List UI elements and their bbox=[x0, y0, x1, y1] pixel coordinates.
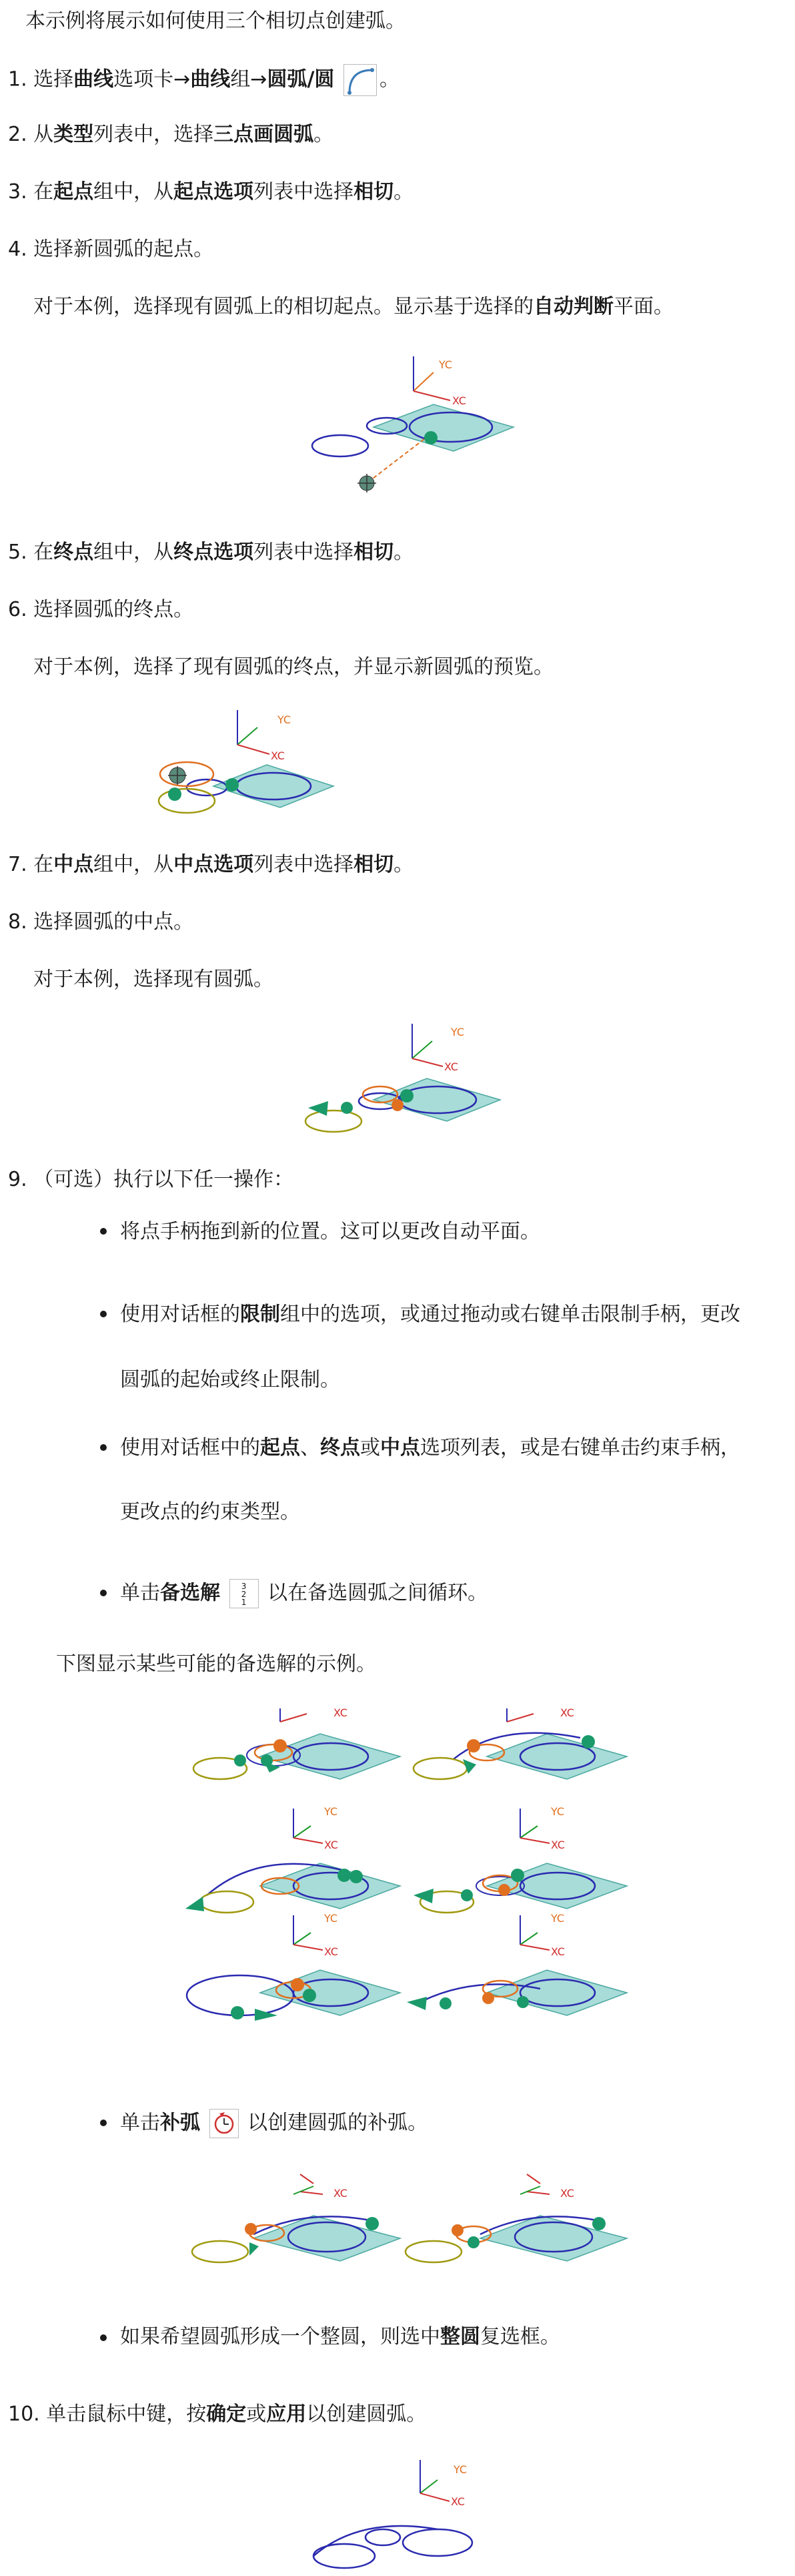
xc-label: XC bbox=[560, 2187, 574, 2200]
alt-note: 下图显示某些可能的备选解的示例。 bbox=[56, 1652, 376, 1676]
figure-final-arc bbox=[307, 2449, 494, 2569]
bullet-dot bbox=[100, 1590, 107, 1596]
step-9: 9. （可选）执行以下任一操作： bbox=[8, 1168, 294, 1191]
xc-label: XC bbox=[560, 1706, 574, 1719]
bullet-full-circle: 如果希望圆弧形成一个整圆，则选中整圆复选框。 bbox=[120, 2325, 560, 2348]
xc-label: XC bbox=[333, 1706, 347, 1719]
bullet-complement: 单击补弧 以创建圆弧的补弧。 bbox=[120, 2109, 428, 2138]
xc-label: XC bbox=[551, 1839, 565, 1851]
step-2: 2. 从类型列表中，选择三点画圆弧。 bbox=[8, 123, 334, 146]
xc-label: XC bbox=[271, 749, 285, 762]
step-4: 4. 选择新圆弧的起点。 bbox=[8, 238, 214, 261]
step-8: 8. 选择圆弧的中点。 bbox=[8, 910, 194, 934]
xc-label: XC bbox=[444, 1060, 458, 1073]
figure-complement bbox=[180, 2168, 634, 2281]
bullet-drag-handle: 将点手柄拖到新的位置。这可以更改自动平面。 bbox=[120, 1220, 540, 1243]
yc-label: YC bbox=[551, 1912, 565, 1925]
alternate-solution-icon[interactable]: 3 2 1 bbox=[229, 1579, 259, 1608]
step-10: 10. 单击鼠标中键，按确定或应用以创建圆弧。 bbox=[8, 2402, 427, 2426]
xc-label: XC bbox=[333, 2187, 347, 2200]
xc-label: XC bbox=[551, 1945, 565, 1958]
complement-arc-icon[interactable] bbox=[209, 2109, 239, 2138]
step-6: 6. 选择圆弧的终点。 bbox=[8, 598, 194, 621]
yc-label: YC bbox=[439, 358, 453, 371]
intro-text: 本示例将展示如何使用三个相切点创建弧。 bbox=[25, 9, 406, 33]
step-3: 3. 在起点组中，从起点选项列表中选择相切。 bbox=[8, 180, 414, 204]
yc-label: YC bbox=[324, 1912, 338, 1925]
bullet-dot bbox=[100, 1444, 107, 1451]
bullet-limits: 使用对话框的限制组中的选项，或通过拖动或右键单击限制手柄，更改 bbox=[120, 1303, 740, 1326]
bullet-constraints-cont: 更改点的约束类型。 bbox=[120, 1500, 300, 1524]
yc-label: YC bbox=[277, 713, 291, 726]
arc-circle-icon bbox=[343, 64, 377, 96]
yc-label: YC bbox=[451, 1026, 465, 1038]
bullet-dot bbox=[100, 2334, 107, 2341]
step-1: 1. 选择曲线选项卡→曲线组→圆弧/圆 。 bbox=[8, 64, 400, 96]
step-4-note: 对于本例，选择现有圆弧上的相切起点。显示基于选择的自动判断平面。 bbox=[33, 295, 674, 318]
figure-end-point bbox=[120, 701, 454, 828]
yc-label: YC bbox=[454, 2463, 468, 2476]
xc-label: XC bbox=[452, 394, 466, 407]
bullet-limits-cont: 圆弧的起始或终止限制。 bbox=[120, 1368, 340, 1391]
bullet-dot bbox=[100, 1228, 107, 1235]
figure-alternate-solutions bbox=[180, 1695, 634, 2022]
bullet-dot bbox=[100, 2120, 107, 2126]
figure-start-point bbox=[307, 347, 600, 501]
figure-mid-point bbox=[300, 1014, 520, 1148]
bullet-alt-solution: 单击备选解 3 2 1 以在备选圆弧之间循环。 bbox=[120, 1579, 488, 1608]
step-6-note: 对于本例，选择了现有圆弧的终点，并显示新圆弧的预览。 bbox=[33, 655, 554, 679]
bullet-constraints: 使用对话框中的起点、终点或中点选项列表，或是右键单击约束手柄， bbox=[120, 1436, 740, 1460]
step-8-note: 对于本例，选择现有圆弧。 bbox=[33, 968, 273, 991]
yc-label: YC bbox=[551, 1805, 565, 1818]
step-7: 7. 在中点组中，从中点选项列表中选择相切。 bbox=[8, 853, 414, 876]
step-5: 5. 在终点组中，从终点选项列表中选择相切。 bbox=[8, 541, 414, 564]
xc-label: XC bbox=[324, 1839, 338, 1851]
xc-label: XC bbox=[324, 1945, 338, 1958]
yc-label: YC bbox=[324, 1805, 338, 1818]
bullet-dot bbox=[100, 1311, 107, 1317]
xc-label: XC bbox=[451, 2495, 465, 2508]
